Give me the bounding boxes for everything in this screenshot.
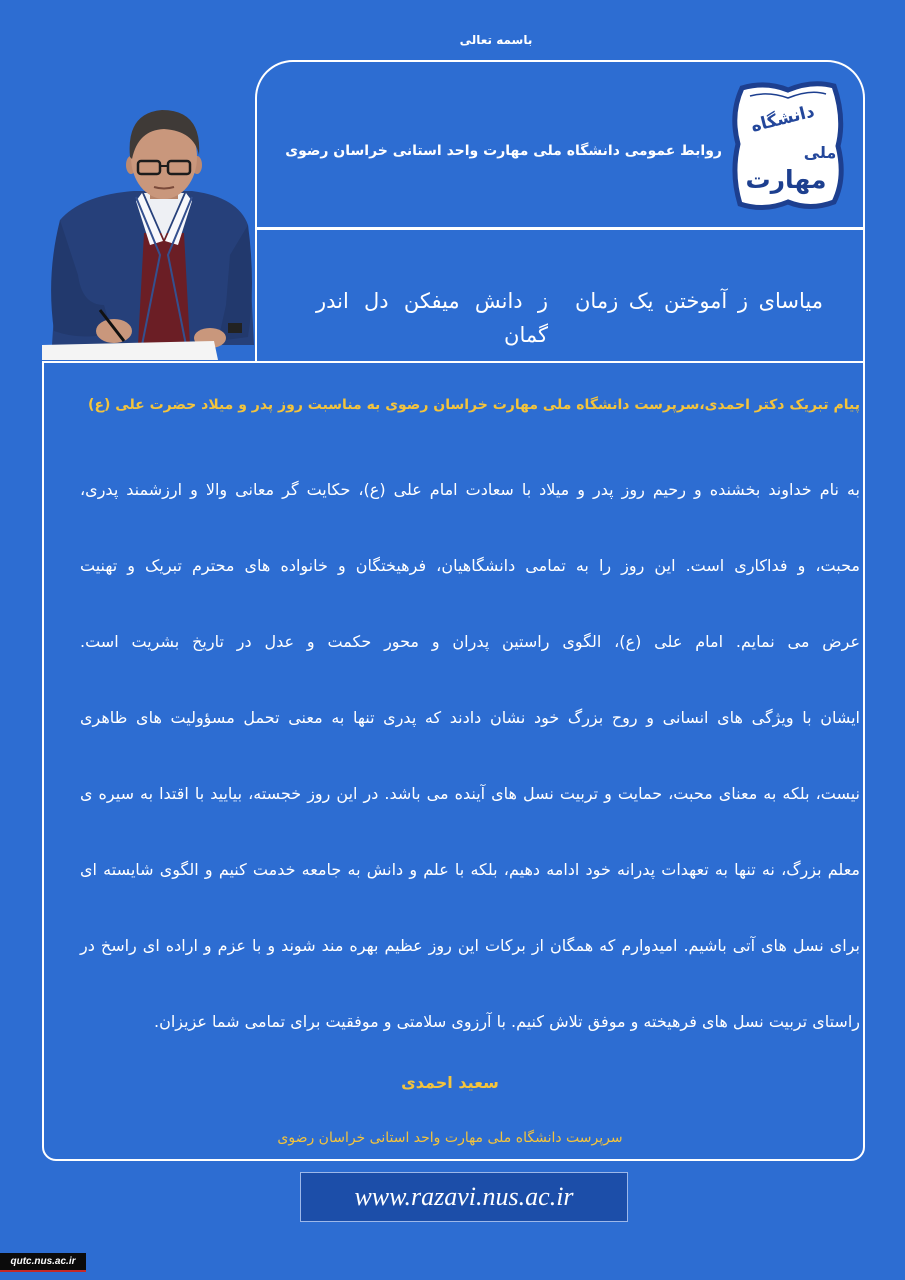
message-body bbox=[80, 452, 860, 1060]
signature-position: سرپرست دانشگاه ملی مهارت واحد استانی خراسان رضوی bbox=[277, 1130, 623, 1146]
message-line: نیست، بلکه به معنای محبت، حمایت و تربیت نسل های آینده می باشد. در این روز خجسته، بیایید با اقتدا به سیره ی bbox=[80, 784, 860, 803]
watermark-text: qutc.nus.ac.ir bbox=[10, 1256, 76, 1267]
logo-text-university: دانشگاه bbox=[749, 101, 817, 137]
message-line: به نام خداوند بخشنده و رحیم روز پدر و میلاد با سعادت امام علی (ع)، حکایت گر معانی والا و ارزشمند پدری، bbox=[80, 480, 860, 499]
logo-text-national: ملی bbox=[803, 143, 837, 162]
university-logo bbox=[728, 78, 848, 212]
logo-text-skill: مهارت bbox=[745, 165, 827, 194]
website-url: www.razavi.nus.ac.ir bbox=[354, 1182, 574, 1211]
header-divider bbox=[255, 227, 865, 230]
message-line: معلم بزرگ، نه تنها به تعهدات پدرانه خود ادامه دهیم، بلکه با علم و دانش به جامعه خدمت کنیم و الگوی شایسته ای bbox=[80, 860, 860, 879]
website-box bbox=[300, 1172, 628, 1222]
portrait-photo bbox=[42, 105, 255, 360]
message-line: راستای تربیت نسل های فرهیخته و موفق تلاش کنیم. با آرزوی سلامتی و موفقیت برای تمامی شما عزیزان. bbox=[154, 1012, 860, 1031]
message-title: پیام تبریک دکتر احمدی،سرپرست دانشگاه ملی مهارت خراسان رضوی به مناسبت روز پدر و میلاد حضرت علی (ع) bbox=[88, 397, 860, 413]
message-line: محبت، و فداکاری است. این روز را به تمامی دانشگاهیان، فرهیختگان و خانواده های محترم تبریک و تهنیت bbox=[80, 556, 860, 575]
source-watermark bbox=[0, 1253, 86, 1272]
message-line: عرض می نمایم. امام علی (ع)، الگوی راستین پدران و محور حکمت و عدل در تاریخ بشریت است. bbox=[80, 632, 860, 651]
signature-name: سعید احمدی bbox=[401, 1073, 499, 1092]
org-title: روابط عمومی دانشگاه ملی مهارت واحد استانی خراسان رضوی bbox=[285, 143, 722, 159]
message-line: برای نسل های آتی باشیم. امیدوارم که همگان از برکات این روز عظیم بهره مند شوند و با عزم و اراده ای راسخ در bbox=[80, 936, 860, 955]
verse-hemistich-1: میاسای ز آموختن یک زمان bbox=[575, 289, 823, 313]
verse-hemistich-2: ز دانش میفکن دل اندر گمان bbox=[316, 289, 548, 347]
invocation-text: باسمه تعالی bbox=[459, 33, 533, 47]
message-line: ایشان با ویژگی های انسانی و روح بزرگ خود نشان دادند که پدری تنها به معنی تحمل مسؤولیت های ظاهری bbox=[80, 708, 860, 727]
